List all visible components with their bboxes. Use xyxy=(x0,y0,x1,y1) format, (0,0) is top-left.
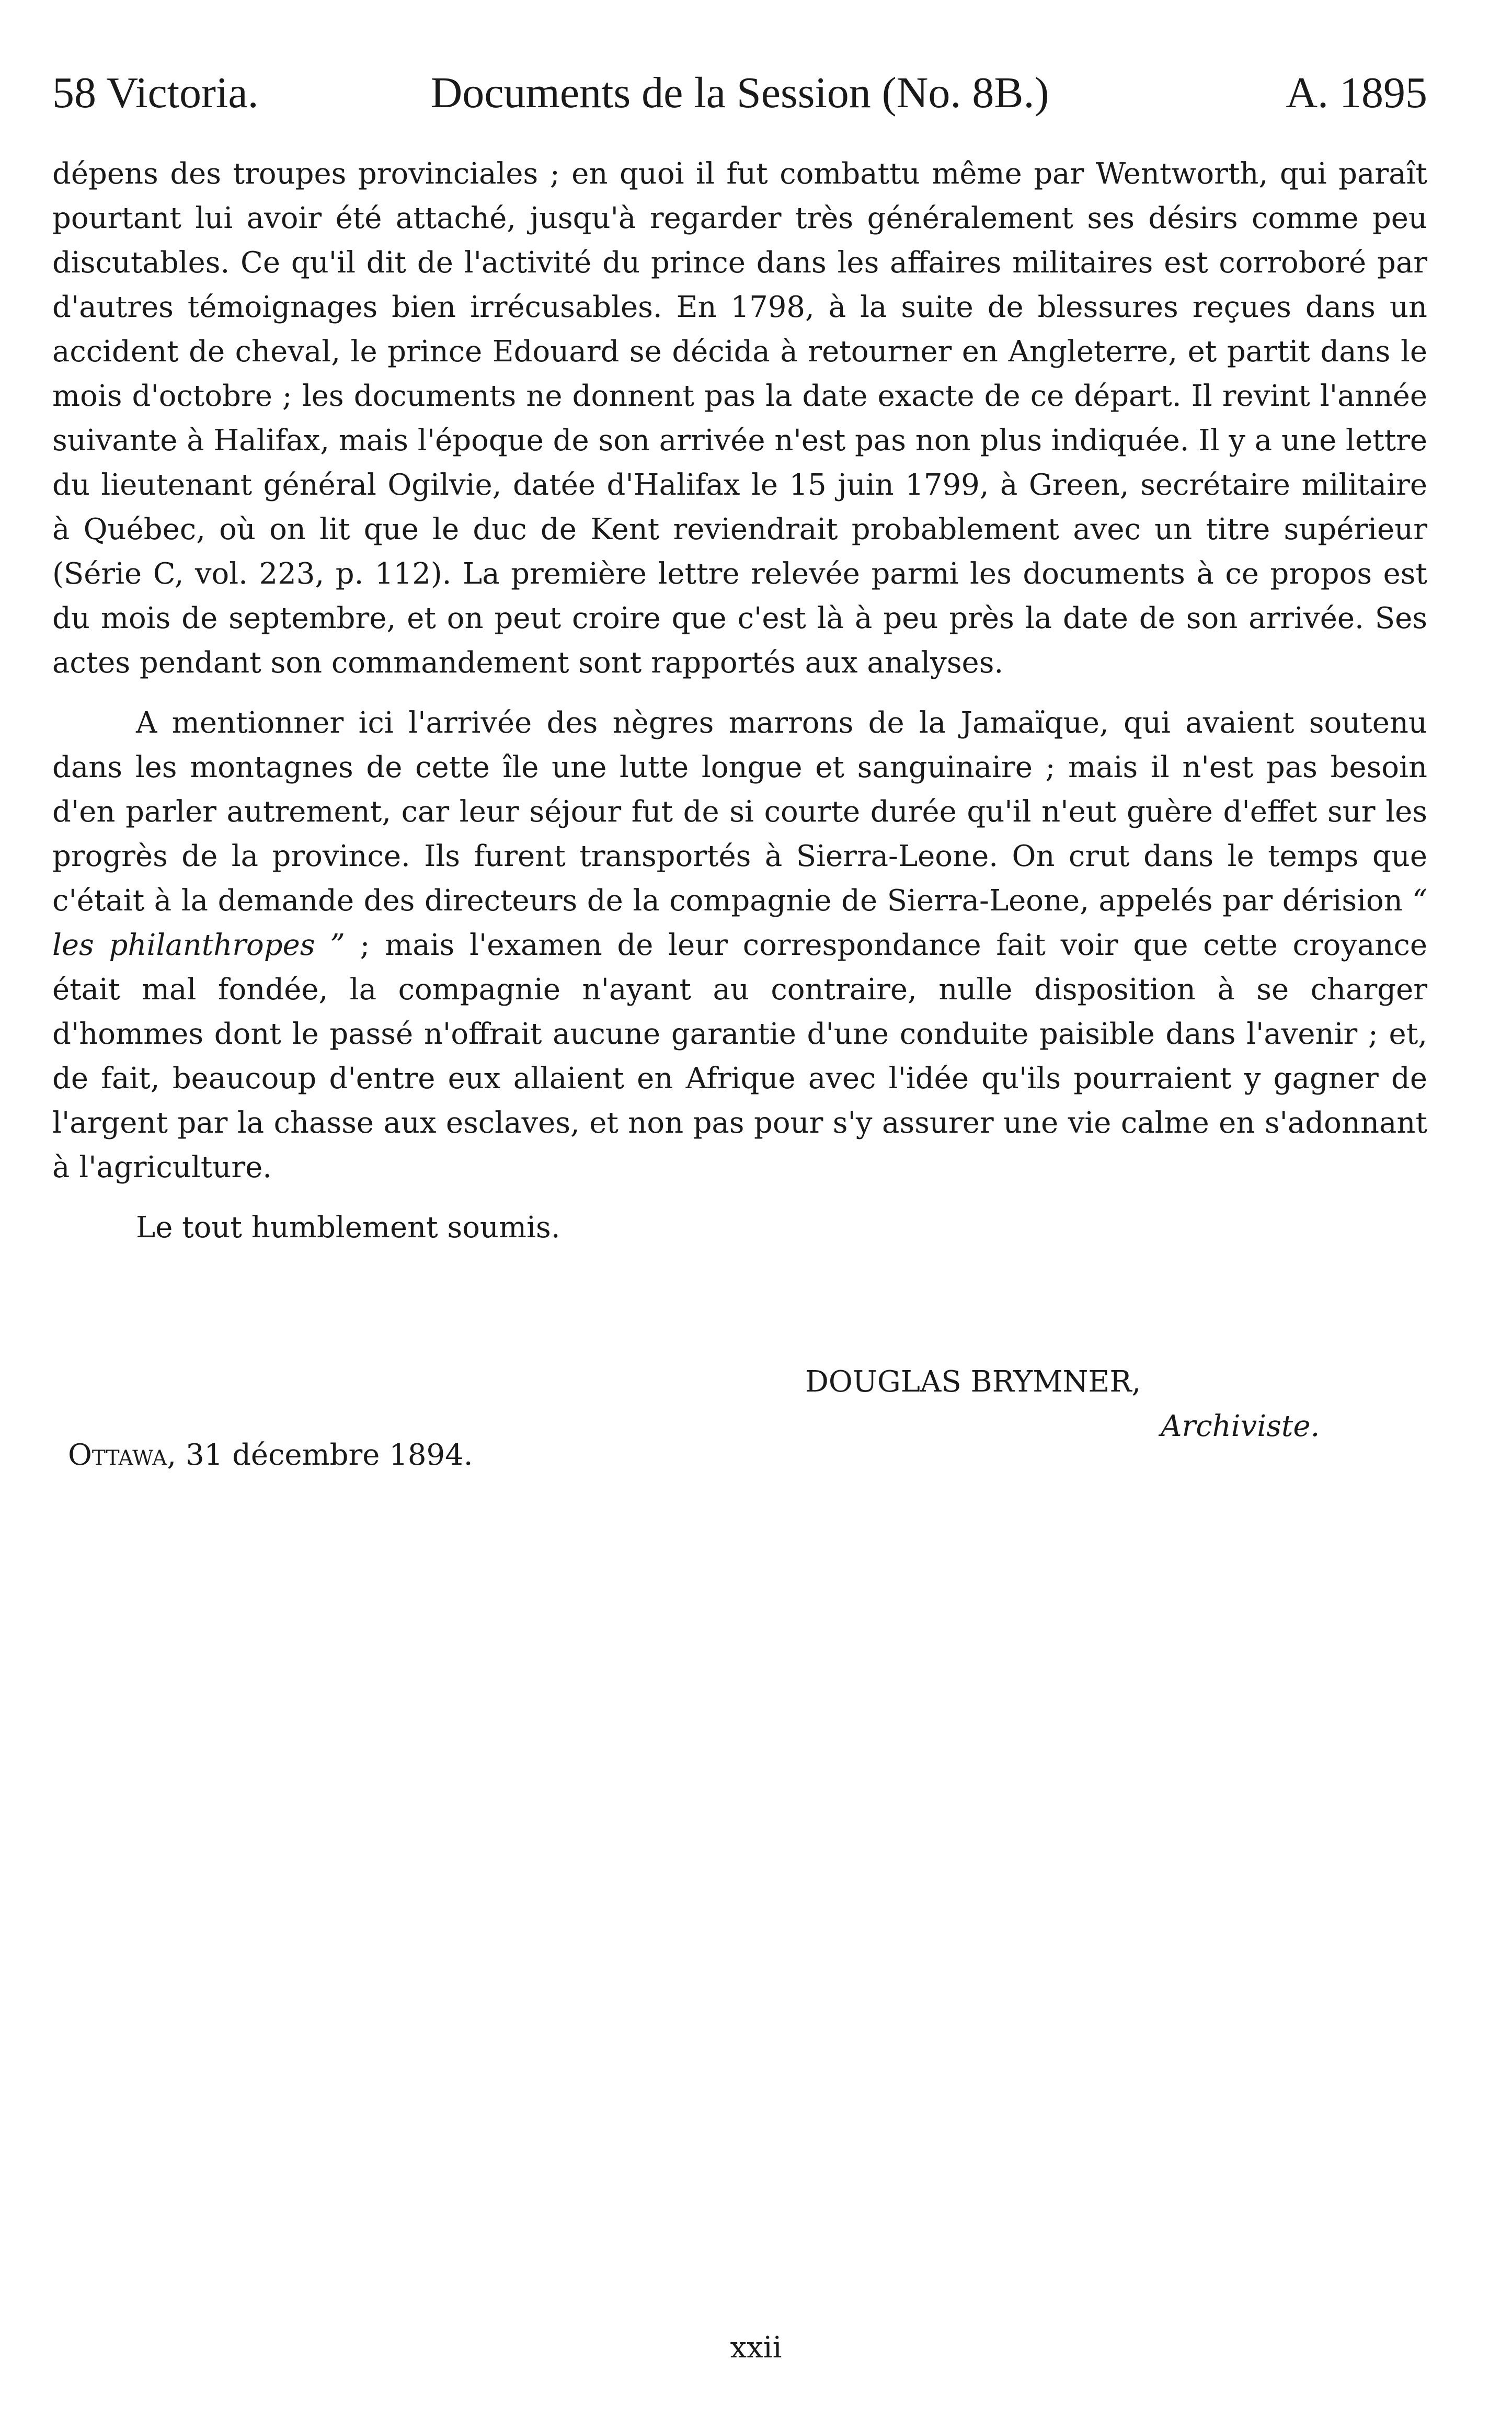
paragraph-3: Le tout humblement soumis. xyxy=(136,1211,560,1245)
dateline-date: 31 décembre 1894. xyxy=(176,1438,473,1472)
paragraph-2 xyxy=(52,701,1427,1190)
paragraph-2-text-end: ; mais l'examen de leur correspondance fait voir que cette croyance était mal fondée, la compagnie n'ayant au contraire, nulle disposition à se charger d'hommes dont le passé n'offrait aucune garantie d'une conduite paisible dans l'avenir ; et, de fait, beaucoup d'entre eux allaient en Afrique avec l'idée qu'ils pourraient y gagner de l'argent par la chasse aux esclaves, et non pas pour s'y assurer une vie calme en s'adonnant à l'agriculture. xyxy=(52,928,1427,1184)
header-title: Documents de la Session (No. 8B.) xyxy=(430,69,1049,117)
page-number: xxii xyxy=(730,2331,782,2365)
paragraph-2-text-start: A mentionner ici l'arrivée des nègres marrons de la Jamaïque, qui avaient soutenu dans les montagnes de cette île une lutte longue et sanguinaire ; mais il n'est pas besoin d'en parler autrement, car leur séjour fut de si courte durée qu'il n'eut guère d'effet sur les progrès de la province. Ils furent transportés à Sierra-Leone. On crut dans le temps que c'était à la demande des directeurs de la compagnie de Sierra-Leone, appelés par dérision xyxy=(52,706,1427,918)
header-year: A. 1895 xyxy=(1286,69,1427,117)
paragraph-1: dépens des troupes provinciales ; en quoi il fut combattu même par Wentworth, qui paraît pourtant lui avoir été attaché, jusqu'à regarder très généralement ses désirs comme peu discutables. Ce qu'il dit de l'activité du prince dans les affaires militaires est corroboré par d'autres témoignages bien irrécusables. En 1798, à la suite de blessures reçues dans un accident de cheval, le prince Edouard se décida à retourner en Angleterre, et partit dans le mois d'octobre ; les documents ne donnent pas la date exacte de ce départ. Il revint l'année suivante à Halifax, mais l'époque de son arrivée n'est pas non plus indiquée. Il y a une lettre du lieutenant général Ogilvie, datée d'Halifax le 15 juin 1799, à Green, secrétaire militaire à Québec, où on lit que le duc de Kent reviendrait probablement avec un titre supérieur (Série C, vol. 223, p. 112). La première lettre relevée parmi les documents à ce propos est du mois de septembre, et on peut croire que c'est là à peu près la date de son arrivée. Ses actes pendant son commandement sont rapportés aux analyses. xyxy=(52,157,1427,680)
paragraph-2-italic-quote: “ les philanthropes ” xyxy=(52,884,1427,962)
dateline xyxy=(68,1433,473,1477)
signature-name: DOUGLAS BRYMNER, xyxy=(805,1365,1141,1399)
header-volume: 58 Victoria. xyxy=(52,69,259,117)
running-header xyxy=(52,62,1427,124)
dateline-place: Ottawa, xyxy=(68,1438,177,1472)
body-text xyxy=(52,152,1427,1250)
signature-title: Archiviste. xyxy=(1161,1409,1320,1443)
